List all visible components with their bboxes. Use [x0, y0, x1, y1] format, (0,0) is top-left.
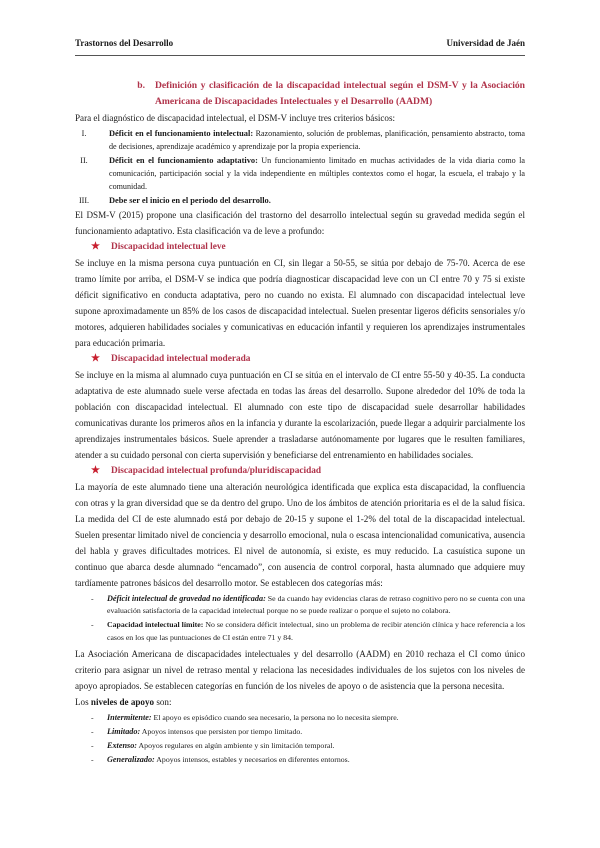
- dash-bullet: -: [91, 727, 94, 737]
- support-level-label: Generalizado:: [107, 755, 155, 765]
- level-paragraph: Se incluye en la misma persona cuya puntuación en CI, sin llegar a 50-55, se sitúa por debajo de 75-70. Acerca de ese tramo límite por arriba, el DSM-V se indica que podría diagnosticar discapacidad leve con un CI entre 70 y 75 si existe déficit significativo en conducta adaptativa, pero no cuando no exista. El alumnado con discapacidad intelectual leve supone aproximadamente un 85% de los casos de discapacidad intelectual. Suelen presentar ligeros déficits sensoriales y/o motores, adquieren habilidades sociales y comunicativas en educación infantil y requieren los aprendizajes instrumentales para educación primaria.: [75, 258, 525, 348]
- criteria-label: Debe ser el inicio en el periodo del desarrollo.: [109, 196, 271, 205]
- support-intro-bold: niveles de apoyo: [90, 696, 155, 707]
- section-letter: b.: [137, 80, 145, 91]
- document-body: [75, 78, 525, 767]
- level-paragraph: La mayoría de este alumnado tiene una alteración neurológica identificada que explica esta discapacidad, la confluencia con otras y la gran diversidad que se da dentro del grupo. Uno de los ámbitos de atención prioritaria es el de la salud física. La medida del CI de este alumnado está por debajo de 20-15 y supone el 1-2% del total de la discapacidad intelectual. Suelen presentar limitado nivel de conciencia y desarrollo emocional, nula o escasa intencionalidad comunicativa, ausencia del habla y graves dificultades motrices. El nivel de autonomía, si existe, es muy reducido. La casuística supone un continuo que abarca desde alumnado “encamado”, con ausencia de control corporal, hasta alumnado que adquiere muy tardíamente patrones básicos del desarrollo motor. Se establecen dos categorías más:: [75, 482, 525, 588]
- level-heading: [91, 239, 525, 255]
- level-title: Discapacidad intelectual profunda/pluridiscapacidad: [111, 466, 322, 476]
- star-icon: ★: [91, 465, 100, 476]
- support-level-item: [91, 754, 525, 766]
- dash-bullet: -: [91, 620, 94, 630]
- extra-category-text: No se considera déficit intelectual, sino un problema de recibir atención clínica y hace referencia a los casos en los que las puntuaciones de CI están entre 71 y 84.: [107, 620, 525, 642]
- header-left: Trastornos del Desarrollo: [75, 38, 174, 48]
- support-level-text: Apoyos intensos, estables y necesarios en diferentes entornos.: [154, 755, 350, 765]
- extra-category-text: Se da cuando hay evidencias claras de retraso cognitivo pero no se cuenta con una evaluación satisfactoria de la capacidad intelectual porque no se puede realizar o porque el sujeto no colabora.: [107, 594, 525, 616]
- aadm-paragraph: La Asociación Americana de discapacidades intelectuales y del desarrollo (AADM) en 2010 rechaza el CI como único criterio para asignar un nivel de retraso mental y relaciona las necesidades individuales de los sujetos con los niveles de apoyo apropiados. Se establecen categorías en función de los niveles de apoyo o de asistencia que la persona necesita.: [75, 648, 525, 691]
- dash-bullet: -: [91, 755, 94, 765]
- extra-category-item: [91, 619, 525, 643]
- level-heading: [91, 463, 525, 479]
- intro-paragraph: Para el diagnóstico de discapacidad intelectual, el DSM-V incluye tres criterios básicos:: [75, 113, 396, 123]
- support-level-item: [91, 726, 525, 738]
- support-level-item: [91, 712, 525, 724]
- level-title: Discapacidad intelectual leve: [111, 242, 226, 252]
- level-paragraph: Se incluye en la misma al alumnado cuya puntuación en CI se sitúa en el intervalo de CI entre 55-50 y 40-35. La conducta adaptativa de este alumnado suele verse afectada en todas las áreas del desarrollo. Supone alrededor del 10% de toda la población con discapacidad intelectual. El alumnado con este tipo de discapacidad suele desarrollar habilidades comunicativas durante los primeros años en la infancia y durante la escolarización, puede llegar a adquirir parcialmente los aprendizajes instrumentales básicos. Suele aprender a trasladarse autónomamente por lugares que le resulten familiares, atender a su cuidado personal con cierta supervisión y beneficiarse del entrenamiento en habilidades sociales.: [75, 370, 525, 460]
- criteria-item: [75, 194, 525, 207]
- support-level-text: Apoyos intensos que persisten por tiempo limitado.: [140, 727, 303, 737]
- header-right: Universidad de Jaén: [446, 38, 525, 48]
- level-heading: [91, 351, 525, 367]
- classification-intro: El DSM-V (2015) propone una clasificación del trastorno del desarrollo intelectual según su gravedad medida según el funcionamiento adaptativo. Esta clasificación va de leve a profundo:: [75, 210, 525, 236]
- extra-category-label: Capacidad intelectual límite:: [107, 620, 204, 630]
- criteria-number: III.: [78, 196, 90, 205]
- dash-bullet: -: [91, 712, 94, 722]
- star-icon: ★: [91, 353, 100, 364]
- criteria-number: II.: [80, 156, 88, 165]
- section-title: [75, 78, 525, 110]
- support-level-text: El apoyo es episódico cuando sea necesario, la persona no lo necesita siempre.: [151, 712, 399, 722]
- section-title-text: Definición y clasificación de la discapacidad intelectual según el DSM-V y la Asociación Americana de Discapacidades Intelectuales y el Desarrollo (AADM): [155, 80, 525, 107]
- criteria-text: Un funcionamiento limitado en muchas actividades de la vida diaria como la comunicación, participación social y la vida independiente en múltiples contextos como el hogar, la escuela, el trabajo y la comunidad.: [109, 156, 525, 191]
- criteria-label: Déficit en el funcionamiento adaptativo:: [109, 156, 258, 165]
- criteria-item: [75, 154, 525, 193]
- support-level-item: [91, 740, 525, 752]
- criteria-text: Razonamiento, solución de problemas, planificación, pensamiento abstracto, toma de decisiones, aprendizaje académico y aprendizaje por la propia experiencia.: [109, 129, 525, 151]
- star-icon: ★: [91, 241, 100, 252]
- support-intro: Los niveles de apoyo son:: [75, 696, 172, 707]
- header-divider: [75, 55, 525, 56]
- support-level-label: Intermitente:: [107, 712, 152, 722]
- criteria-number: I.: [81, 129, 87, 138]
- support-level-text: Apoyos regulares en algún ambiente y sin limitación temporal.: [137, 741, 335, 751]
- criteria-label: Déficit en el funcionamiento intelectual:: [109, 129, 254, 138]
- level-title: Discapacidad intelectual moderada: [111, 354, 251, 364]
- dash-bullet: -: [91, 741, 94, 751]
- extra-category-label: Déficit intelectual de gravedad no identificada:: [107, 594, 266, 603]
- support-level-label: Limitado:: [107, 727, 141, 737]
- criteria-item: [75, 127, 525, 153]
- extra-category-item: [91, 593, 525, 617]
- support-level-label: Extenso:: [107, 741, 138, 751]
- dash-bullet: -: [91, 594, 94, 603]
- page-header: [75, 38, 525, 48]
